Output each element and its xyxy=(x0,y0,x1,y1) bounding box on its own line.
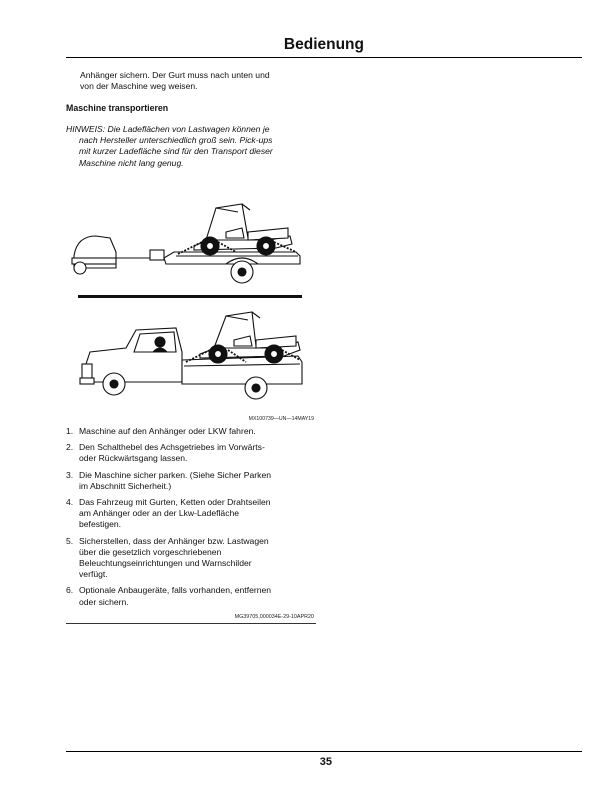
list-item xyxy=(66,536,316,581)
step-number: 6. xyxy=(66,585,74,596)
step-number: 4. xyxy=(66,497,74,508)
intro-line: Anhänger sichern. Der Gurt muss nach unten und xyxy=(80,70,270,80)
truck-bed xyxy=(182,356,302,384)
footer-divider xyxy=(66,751,582,752)
step-line: Beleuchtungseinrichtungen und Warnschilder xyxy=(79,558,252,569)
list-item xyxy=(66,426,316,437)
step-line: verfügt. xyxy=(79,569,108,580)
step-number: 1. xyxy=(66,426,74,436)
step-line: am Anhänger oder an der Lkw-Ladefläche xyxy=(79,508,240,519)
list-item xyxy=(66,442,316,464)
step-line: Sicherstellen, dass der Anhänger bzw. Lastwagen xyxy=(79,535,269,546)
page-title: Bedienung xyxy=(283,36,364,53)
section-heading: Maschine transportieren xyxy=(66,103,169,113)
reference-divider xyxy=(66,623,316,624)
utv-seat xyxy=(226,228,244,238)
truck-rear-hub xyxy=(252,384,260,392)
step-line: oder Rückwärtsgang lassen. xyxy=(79,453,188,464)
utv-front-hub xyxy=(215,351,222,358)
utv-rear-hub xyxy=(271,351,278,358)
step-line: Das Fahrzeug mit Gurten, Ketten oder Drahtseilen xyxy=(79,497,271,508)
tow-hitch xyxy=(150,250,164,260)
step-line: über die gesetzlich vorgeschriebenen xyxy=(79,546,222,557)
note-line: nach Hersteller unterschiedlich groß sein. Pick-ups xyxy=(79,135,273,146)
figure-separator xyxy=(78,295,302,298)
note-line: mit kurzer Ladefläche sind für den Transport dieser xyxy=(79,146,273,157)
intro-line: von der Maschine weg weisen. xyxy=(80,81,198,92)
trailer-hub xyxy=(238,268,246,276)
utv-rops xyxy=(214,312,260,348)
step-line: Die Maschine sicher parken. (Siehe Sicher Parken xyxy=(79,469,272,480)
utv-front-hub xyxy=(207,243,214,250)
step-number: 5. xyxy=(66,535,74,546)
truck-bumper xyxy=(80,378,94,384)
note-line: Maschine nicht lang genug. xyxy=(79,157,184,168)
utv-rear-hub xyxy=(263,243,270,250)
utv-seat xyxy=(234,336,252,346)
trailer-deck xyxy=(164,252,300,264)
page-number: 35 xyxy=(319,756,332,768)
driver-head xyxy=(155,337,165,347)
list-item xyxy=(66,497,316,531)
list-item xyxy=(66,470,316,492)
step-line: oder sichern. xyxy=(79,596,129,607)
note-block xyxy=(66,124,314,169)
step-line: befestigen. xyxy=(79,519,122,530)
step-number: 2. xyxy=(66,442,74,453)
intro-paragraph xyxy=(66,70,312,92)
list-item xyxy=(66,585,316,607)
note-line: HINWEIS: Die Ladeflächen von Lastwagen können je xyxy=(66,124,270,134)
tow-car-wheel xyxy=(74,262,86,274)
truck-front-hub xyxy=(110,380,118,388)
step-number: 3. xyxy=(66,469,74,480)
reference-code: MG39705,000034E-29-10APR20 xyxy=(234,614,314,620)
step-line: Optionale Anbaugeräte, falls vorhanden, entfernen xyxy=(79,585,272,596)
transport-illustration xyxy=(66,192,318,424)
figure-caption: MX100739—UN—14MAY19 xyxy=(248,416,314,422)
instruction-steps xyxy=(66,426,316,613)
step-line: Maschine auf den Anhänger oder LKW fahren. xyxy=(79,426,256,436)
truck-scene xyxy=(80,312,302,399)
step-line: Den Schalthebel des Achsgetriebes im Vorwärts- xyxy=(79,442,265,453)
header-divider xyxy=(66,57,582,58)
trailer-scene xyxy=(72,204,300,283)
step-line: im Abschnitt Sicherheit.) xyxy=(79,480,172,491)
